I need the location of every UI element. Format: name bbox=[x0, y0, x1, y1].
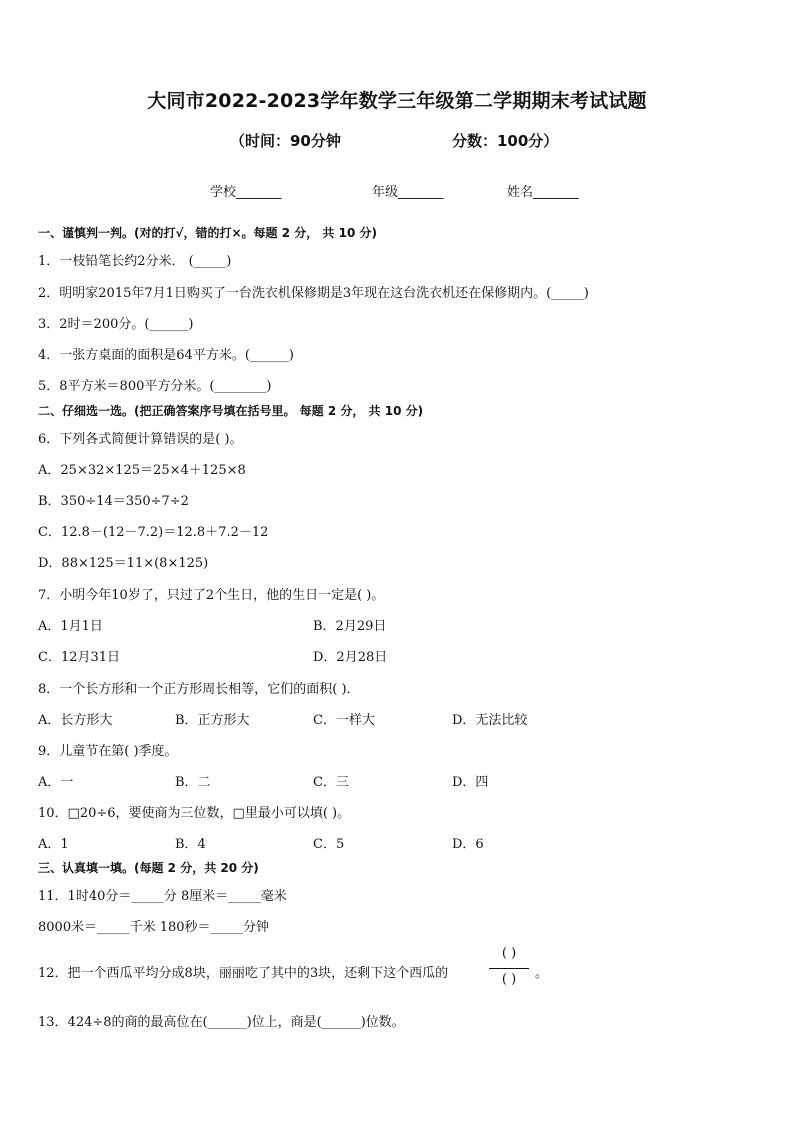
question-4: 4．一张方桌面的面积是64平方米。(______) bbox=[38, 348, 294, 363]
question-11-line-1: 11．1时40分＝_____分 8厘米＝_____毫米 bbox=[38, 889, 287, 904]
name-field: 姓名_______ bbox=[507, 185, 579, 200]
question-7-option-b: B．2月29日 bbox=[313, 619, 387, 634]
question-8-option-d: D．无法比较 bbox=[452, 713, 528, 728]
question-6-option-c: C．12.8－(12－7.2)＝12.8＋7.2－12 bbox=[38, 525, 269, 540]
question-9-option-c: C．三 bbox=[313, 775, 349, 790]
school-field: 学校_______ bbox=[210, 185, 282, 200]
question-7-option-a: A．1月1日 bbox=[38, 619, 103, 634]
question-7-option-c: C．12月31日 bbox=[38, 650, 121, 665]
question-8: 8．一个长方形和一个正方形周长相等，它们的面积( )． bbox=[38, 682, 360, 697]
question-9-option-b: B．二 bbox=[175, 775, 211, 790]
question-10: 10．□20÷6，要使商为三位数，□里最小可以填( )。 bbox=[38, 806, 351, 821]
section-3-heading: 三、认真填一填。(每题 2 分，共 20 分) bbox=[38, 861, 259, 875]
question-11-line-2: 8000米＝_____千米 180秒＝_____分钟 bbox=[38, 920, 270, 935]
question-13: 13．424÷8的商的最高位在(______)位上，商是(______)位数。 bbox=[38, 1015, 405, 1030]
question-6-option-b: B．350÷14＝350÷7÷2 bbox=[38, 494, 189, 509]
question-3: 3．2时＝200分。(______) bbox=[38, 317, 194, 332]
fraction-numerator-blank: ( ) bbox=[501, 946, 517, 961]
question-12: 12．把一个西瓜平均分成8块，丽丽吃了其中的3块，还剩下这个西瓜的 bbox=[38, 966, 449, 981]
question-5: 5．8平方米＝800平方分米。(________) bbox=[38, 379, 272, 394]
question-12-end: 。 bbox=[535, 966, 549, 981]
question-8-option-a: A．长方形大 bbox=[38, 713, 113, 728]
question-8-option-c: C．一样大 bbox=[313, 713, 375, 728]
fraction-bar bbox=[489, 968, 529, 969]
section-1-heading: 一、谨慎判一判。(对的打√，错的打×。每题 2 分， 共 10 分) bbox=[38, 226, 377, 240]
question-10-option-c: C．5 bbox=[313, 837, 345, 852]
exam-time: （时间：90分钟 bbox=[230, 132, 341, 150]
question-10-option-b: B．4 bbox=[175, 837, 206, 852]
question-6-option-d: D．88×125＝11×(8×125) bbox=[38, 556, 209, 571]
question-6-option-a: A．25×32×125＝25×4＋125×8 bbox=[38, 463, 246, 478]
question-2: 2．明明家2015年7月1日购买了一台洗衣机保修期是3年现在这台洗衣机还在保修期内。(_____) bbox=[38, 286, 589, 301]
fraction-blank bbox=[487, 944, 531, 994]
question-9-option-d: D．四 bbox=[452, 775, 489, 790]
question-7-option-d: D．2月28日 bbox=[313, 650, 388, 665]
question-9: 9．儿童节在第( )季度。 bbox=[38, 744, 178, 759]
question-9-option-a: A．一 bbox=[38, 775, 74, 790]
question-8-option-b: B．正方形大 bbox=[175, 713, 250, 728]
fraction-denominator-blank: ( ) bbox=[501, 972, 517, 987]
page-title: 大同市2022-2023学年数学三年级第二学期期末考试试题 bbox=[147, 90, 647, 112]
question-6: 6．下列各式简便计算错误的是( )。 bbox=[38, 432, 243, 447]
question-10-option-d: D．6 bbox=[452, 837, 484, 852]
exam-score: 分数：100分） bbox=[452, 132, 559, 150]
grade-field: 年级_______ bbox=[372, 185, 444, 200]
section-2-heading: 二、仔细选一选。(把正确答案序号填在括号里。 每题 2 分， 共 10 分) bbox=[38, 404, 424, 418]
question-10-option-a: A．1 bbox=[38, 837, 69, 852]
question-1: 1．一枝铅笔长约2分米． (_____) bbox=[38, 254, 232, 269]
question-7: 7．小明今年10岁了，只过了2个生日，他的生日一定是( )。 bbox=[38, 588, 385, 603]
